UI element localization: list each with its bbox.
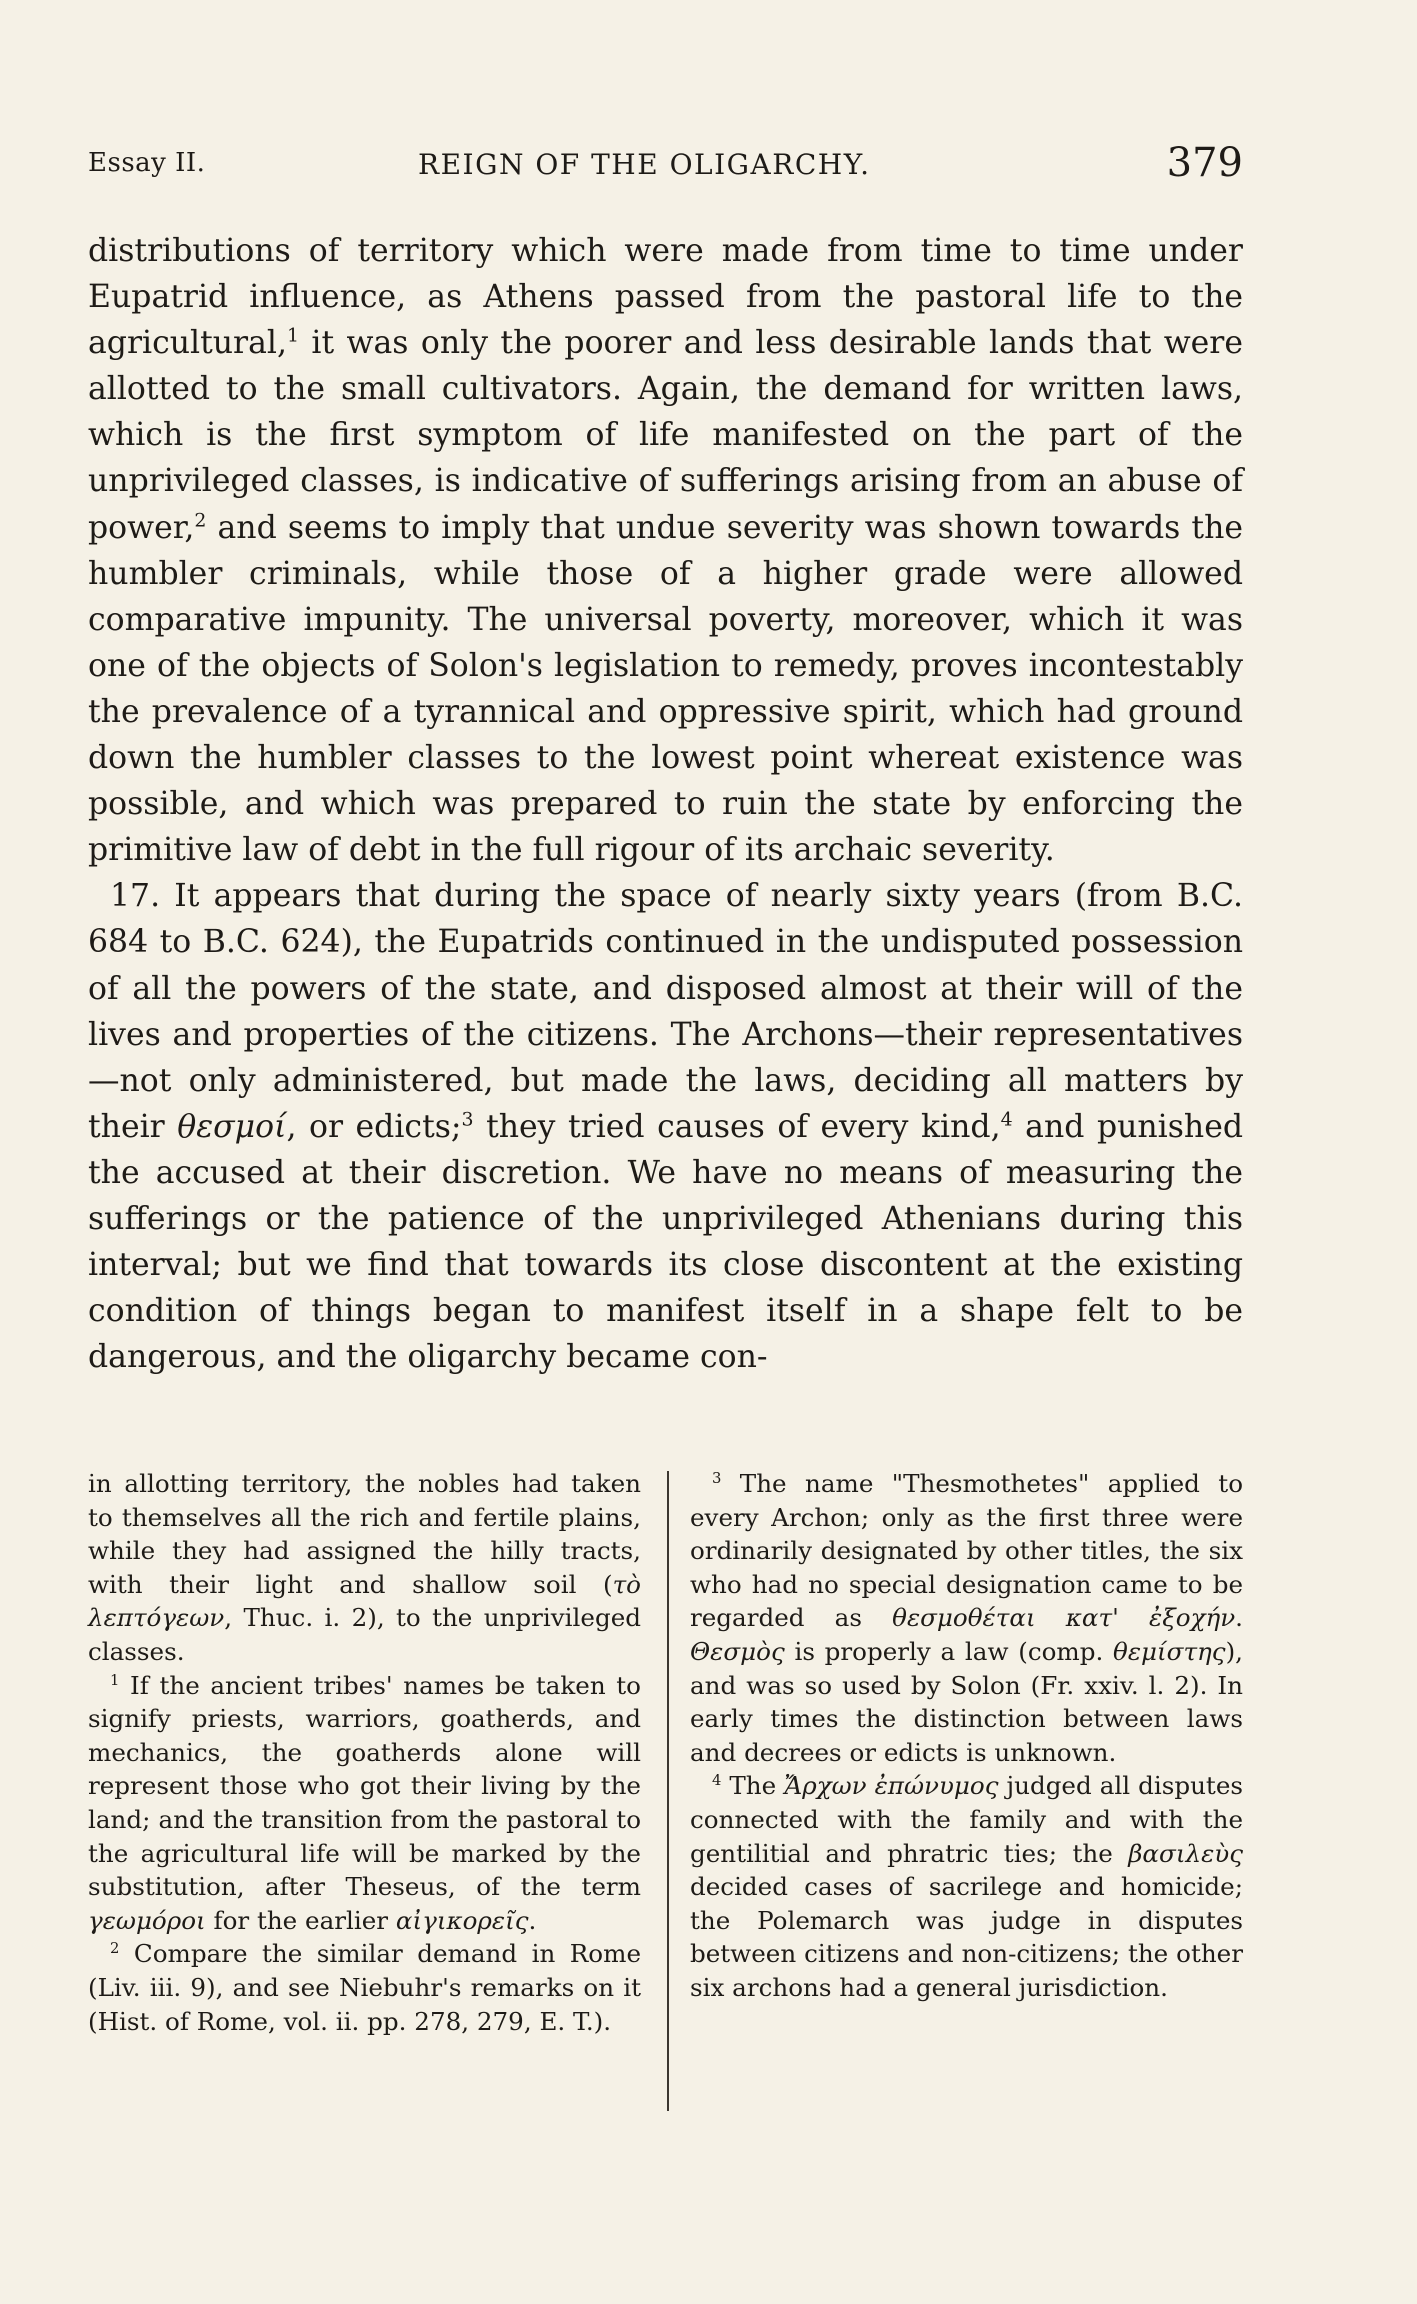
footnote-ref: 2 <box>194 509 207 532</box>
footnote-4: $^4$ The Ἄρχων ἐπώνυμος judged all disputes connected with the family and with the gentilitial and phratric ties; the βασιλεὺς decided cases of sacrilege and homicide; the Polemarch was judge in disputes between citizens and non-citizens; the other six archons had a general jurisdiction. <box>690 1771 1243 2002</box>
greek-term: τὸ λεπτόγεων <box>88 1569 641 1633</box>
paragraph: distributions of territory which were made from time to time under Eupatrid influence, as Athens passed from the pastoral life to the agricultural,$^1$ it was only the poorer and less desirable lands that were allotted to the small cultivators. Again, the demand for written laws, which is the first symptom of life manifested on the part of the unprivileged classes, is indicative of sufferings arising from an abuse of power,$^2$ and seems to imply that undue severity was shown towards the humbler criminals, while those of a higher grade were allowed comparative impunity. The universal poverty, moreover, which it was one of the objects of Solon's legislation to remedy, proves incontestably the prevalence of a tyrannical and oppressive spirit, which had ground down the humbler classes to the lowest point whereat existence was possible, and which was prepared to ruin the state by enforcing the primitive law of debt in the full rigour of its archaic severity. <box>88 233 1243 869</box>
footnote-marker: 3 <box>712 1469 722 1487</box>
footnote-1: $^1$ If the ancient tribes' names be taken to signify priests, warriors, goatherds, and mechanics, the goatherds alone will represent those who got their living by the land; and the transition from the pastoral to the agricultural life will be marked by the substitution, after Theseus, of the term γεωμόροι for the earlier αἰγικορεῖς. <box>88 1670 641 1935</box>
greek-term: θεμίστης <box>1113 1636 1226 1666</box>
greek-term: θεσμοθέται κατ' ἐξοχήν <box>892 1603 1236 1633</box>
footnote-continued: in allotting territory, the nobles had taken to themselves all the rich and fertile plains, while they had assigned the hilly tracts, with their light and shallow soil (τὸ λεπτόγεων, Thuc. i. 2), to the unprivileged classes. <box>88 1469 641 1666</box>
main-text <box>88 228 1243 1380</box>
running-head-essay: Essay II. <box>88 148 206 178</box>
footnote-column-left <box>88 1467 641 2038</box>
greek-term: Θεσμὸς <box>690 1636 785 1666</box>
footnote-ref: 1 <box>286 324 299 347</box>
greek-term: βασιλεὺς <box>1128 1838 1243 1868</box>
page-number: 379 <box>1166 140 1243 186</box>
footnote-2: $^2$ Compare the similar demand in Rome (Liv. iii. 9), and see Niebuhr's remarks on it (Hist. of Rome, vol. ii. pp. 278, 279, E. T.). <box>88 1939 641 2036</box>
greek-term: γεωμόροι <box>88 1905 206 1935</box>
greek-term: θεσμοί <box>177 1108 287 1145</box>
greek-term: αἰγικορεῖς <box>395 1905 529 1935</box>
footnote-ref: 3 <box>461 1108 474 1131</box>
footnote-column-right <box>690 1467 1243 2005</box>
paragraph-section-17: 17. It appears that during the space of nearly sixty years (from B.C. 684 to B.C. 624), the Eupatrids continued in the undisputed possession of all the powers of the state, and disposed almost at their will of the lives and properties of the citizens. The Archons—their representatives—not only administered, but made the laws, deciding all matters by their θεσμοί, or edicts;$^3$ they tried causes of every kind,$^4$ and punished the accused at their discretion. We have no means of measuring the sufferings or the patience of the unprivileged Athenians during this interval; but we find that towards its close discontent at the existing condition of things began to manifest itself in a shape felt to be dangerous, and the oligarchy became con- <box>88 878 1244 1376</box>
footnote-marker: 2 <box>110 1940 120 1958</box>
column-divider <box>667 1471 669 2111</box>
footnote-marker: 4 <box>712 1772 722 1790</box>
running-head <box>88 140 1243 190</box>
running-head-title: REIGN OF THE OLIGARCHY. <box>418 148 871 181</box>
footnote-ref: 4 <box>1000 1108 1013 1131</box>
footnote-marker: 1 <box>110 1671 120 1689</box>
greek-term: Ἄρχων ἐπώνυμος <box>784 1771 999 1801</box>
footnote-3: $^3$ The name "Thesmothetes" applied to every Archon; only as the first three were ordinarily designated by other titles, the six who had no special designation came to be regarded as θεσμοθέται κατ' ἐξοχήν. Θεσμὸς is properly a law (comp. θεμίστης), and was so used by Solon (Fr. xxiv. l. 2). In early times the distinction between laws and decrees or edicts is unknown. <box>690 1469 1243 1767</box>
